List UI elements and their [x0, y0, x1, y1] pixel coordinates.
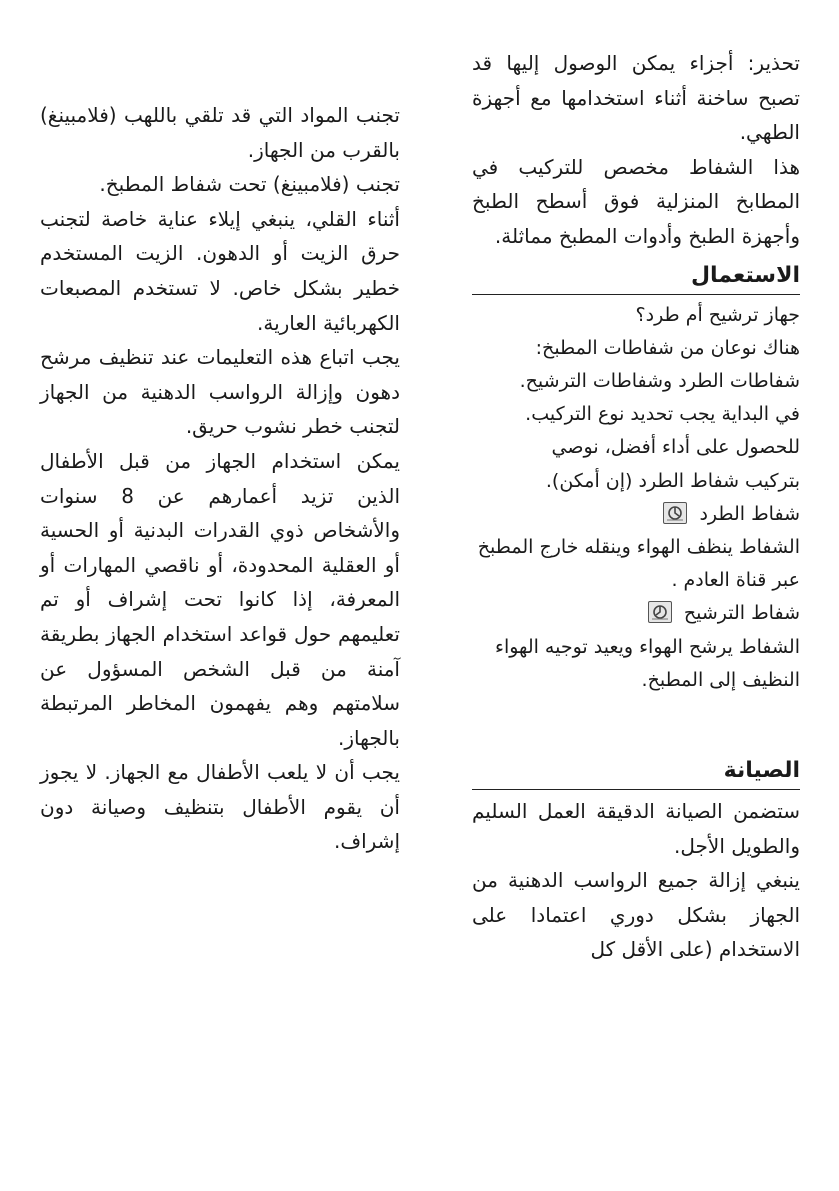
usage-line: للحصول على أداء أفضل، نوصي: [551, 436, 800, 459]
maintenance-paragraph: ستضمن الصيانة الدقيقة العمل السليم والطويل الأجل.: [472, 799, 800, 858]
intended-use-paragraph: هذا الشفاط مخصص للتركيب في المطابخ المنزلية فوق أسطح الطبخ وأجهزة الطبخ وأدوات المطبخ مماثلة.: [472, 154, 800, 248]
warning-paragraph: تحذير: أجزاء يمكن الوصول إليها قد تصبح ساخنة أثناء استخدامها مع أجهزة الطهي.: [472, 51, 800, 145]
safety-paragraph: يمكن استخدام الجهاز من قبل الأطفال الذين تزيد أعمارهم عن 8 سنوات والأشخاص ذوي القدرات البدنية أو الحسية أو العقلية المحدودة، أو ناقصي المهارات أو المعرفة، إذا كانوا تحت إشراف أو تم تعليمهم حول قواعد استخدام الجهاز بطريقة آمنة من قبل الشخص المسؤول عن سلامتهم وهم يفهمون المخاطر المرتبطة بالجهاز.: [40, 448, 401, 750]
usage-line: شفاطات الطرد وشفاطات الترشيح.: [519, 369, 800, 392]
extraction-label-text: شفاط الطرد: [699, 502, 800, 525]
maintenance-paragraph: ينبغي إزالة جميع الرواسب الدهنية من الجهاز بشكل دوري اعتمادا على الاستخدام (على الأقل كل: [472, 868, 800, 962]
safety-paragraph: أثناء القلي، ينبغي إيلاء عناية خاصة لتجنب حرق الزيت أو الدهون. الزيت المستخدم خطير بشكل خاص. لا تستخدم المصبعات الكهربائية العارية.: [40, 206, 400, 335]
maintenance-heading: الصيانة: [472, 755, 800, 790]
extraction-description: الشفاط ينظف الهواء وينقله خارج المطبخ عبر قناة العادم .: [477, 535, 800, 592]
safety-paragraph: تجنب المواد التي قد تلقي باللهب (فلامبينغ) بالقرب من الجهاز.: [40, 103, 400, 162]
recirculation-mode-icon: [648, 601, 672, 623]
usage-line: هناك نوعان من شفاطات المطبخ:: [535, 336, 800, 359]
left-column: [40, 98, 400, 859]
safety-paragraph: تجنب (فلامبينغ) تحت شفاط المطبخ.: [99, 172, 400, 197]
usage-line: جهاز ترشيح أم طرد؟: [635, 303, 800, 326]
usage-section: [472, 299, 800, 697]
recirculation-label-text: شفاط الترشيح: [683, 602, 800, 625]
extraction-mode-icon: [663, 502, 687, 524]
usage-line: في البداية يجب تحديد نوع التركيب.: [525, 403, 800, 426]
recirculation-mode-label: [472, 597, 800, 630]
recirculation-description: الشفاط يرشح الهواء ويعيد توجيه الهواء النظيف إلى المطبخ.: [495, 635, 800, 691]
safety-paragraph: يجب أن لا يلعب الأطفال مع الجهاز. لا يجوز أن يقوم الأطفال بتنظيف وصيانة دون إشراف.: [40, 760, 400, 854]
usage-heading: الاستعمال: [472, 260, 800, 295]
safety-paragraph: يجب اتباع هذه التعليمات عند تنظيف مرشح دهون وإزالة الرواسب الدهنية من الجهاز لتجنب خطر نشوب حريق.: [40, 345, 400, 439]
usage-line: بتركيب شفاط الطرد (إن أمكن).: [545, 469, 800, 492]
right-column: [472, 46, 800, 967]
extraction-mode-label: [472, 498, 800, 531]
